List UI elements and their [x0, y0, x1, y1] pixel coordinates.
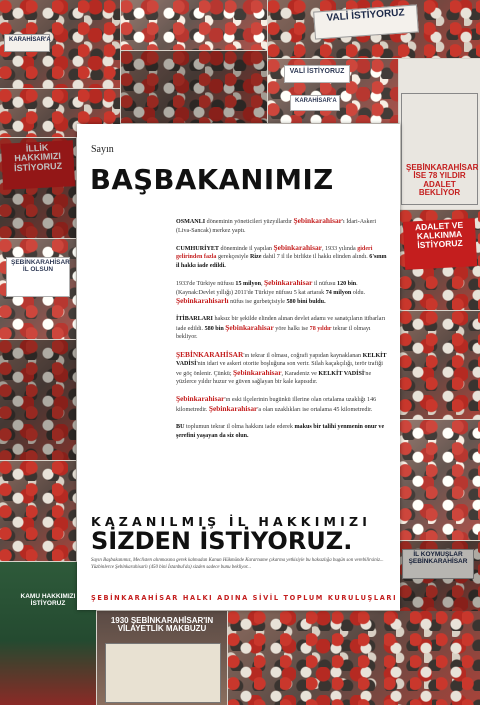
- protest-sign-adalet: ADALET VE KALKINMA İSTİYORUZ: [403, 218, 477, 270]
- photo-tile-left-lower: [0, 340, 76, 460]
- paragraph-run: OSMANLI: [176, 219, 206, 225]
- paragraph-run: oldu.: [351, 289, 366, 296]
- paragraph-run: döneminde il yapılan: [219, 245, 274, 252]
- salutation: Sayın: [91, 144, 114, 155]
- paragraph-run: Şebinkarahisar: [273, 242, 322, 252]
- paragraph-run: yöre halkı ise: [273, 325, 310, 332]
- headline: BAŞBAKANIMIZ: [90, 164, 334, 196]
- paragraph: [176, 244, 388, 271]
- photo-tile-top-right: [268, 0, 480, 58]
- paragraph: [176, 423, 388, 440]
- paragraph-run: 74 milyon: [325, 289, 352, 296]
- photo-tile-top-left: [0, 0, 120, 88]
- paragraph-run: 'nin idari ve askeri otorite boşluğuna son verir. Silah kaçakçılığı, terör trafiği ve göç önlenir. Çünkü;: [176, 361, 383, 377]
- paragraph-run: 'ı İdari-Askeri (Liva-Sancak) merkez yaptı.: [176, 219, 377, 234]
- protest-sign-vali-2: VALİ İSTİYORUZ: [284, 65, 350, 83]
- photo-tile-bottom-middle: [97, 611, 227, 705]
- photo-tile-left-bottom: [0, 461, 76, 561]
- paragraph-run: 6'sının il hakkı iade edildi.: [176, 254, 387, 269]
- photo-tile-upper-middle: [121, 51, 267, 123]
- paragraph-run: makus bir talihi yenmenin onur ve şerefini yaşayan da siz olun.: [176, 424, 385, 439]
- green-banner: KAMU HAKKIMIZI İSTİYORUZ: [20, 593, 76, 607]
- poster-card: [77, 124, 400, 610]
- paragraph-run: Şebinkarahisar: [293, 216, 342, 225]
- paragraph-run: il nüfusu: [312, 280, 338, 287]
- paragraph-run: 'ın eski ilçelerinin bugünkü illerine olan ortalama uzaklığı 146 kilometredir.: [176, 397, 377, 413]
- paragraph-run: gideri gelirinden fazla: [176, 245, 373, 261]
- photo-tile-right-mid: [400, 311, 480, 419]
- paragraph-run: , Karadeniz ve: [281, 370, 319, 377]
- paragraph-run: Şebinkarahisar: [264, 277, 313, 287]
- photo-tile-left-mid: [0, 239, 76, 339]
- paragraph-run: ŞEBİNKARAHİSAR: [176, 349, 244, 359]
- slogan-line-2: SİZDEN İSTİYORUZ.: [91, 527, 353, 555]
- certificate-document: [105, 643, 221, 703]
- photo-tile-left-red-sign: [0, 138, 76, 238]
- paragraph-run: İTİBARLARI: [176, 316, 213, 323]
- paragraph: [176, 217, 388, 235]
- certificate-banner: 1930 ŞEBİNKARAHİSAR'IN VİLAYETLİK MAKBUZU: [110, 616, 214, 634]
- protest-sign-vali: VALİ İSTİYORUZ: [313, 4, 419, 39]
- paragraph-run: gerekçesiyle: [216, 254, 250, 261]
- paragraph-run: Şebinkarahisar: [233, 367, 282, 377]
- paragraph-run: haksız bir şekilde elinden alınan devlet adamı ve sanatçıların itibarları iade edildi.: [176, 316, 386, 332]
- paragraph-run: 'ın tekrar il olması, coğrafi yapıdan kaynaklanan: [243, 352, 363, 359]
- paragraph-run: CUMHURİYET: [176, 245, 219, 252]
- footnote: [91, 558, 391, 571]
- protest-sign-waiting: ŞEBİNKARAHİSAR İSE 78 YILDIR ADALET BEKLİYOR: [401, 93, 478, 205]
- paragraph-run: . (Kaynak:Devlet yıllığı) 2011'de Türkiye nüfusu 5 kat artarak: [176, 280, 358, 296]
- paragraph-run: 15 milyon: [235, 280, 261, 287]
- photo-tile-right-bottom: [400, 541, 480, 611]
- photo-tile-top-middle: [121, 0, 267, 50]
- paragraph-run: 580 bin: [204, 325, 224, 332]
- paragraph-run: BU: [176, 424, 185, 431]
- paragraph-run: dahil 7 il ile birlikte il hakkı elinden alındı.: [261, 254, 370, 261]
- paragraph-run: Rize: [249, 254, 262, 261]
- body-text: [176, 217, 388, 449]
- paragraph-run: döneminin yöneticileri yüzyıllardır: [205, 219, 294, 225]
- photo-tile-right-lower: [400, 420, 480, 540]
- protest-sign-karahisara: KARAHİSAR'A: [290, 95, 340, 111]
- footnote-part-2: bugün son verebilirsiniz... Yüzbinlerce Şebinkarahisarlı (450 bini İstanbul'da) sizden sadece bunu bekliyor...: [91, 558, 384, 570]
- slogan-line-1: KAZANILMIŞ İL HAKKIMIZI: [91, 514, 372, 529]
- protest-sign: KARAHİSAR'A: [4, 34, 50, 52]
- footnote-part-1: Sayın Başbakanımız, Meclisten alınmasına gerek kalmadan Kanun Hükmünde Kararname çıkarma yetkisiyle bu haksızlığa: [91, 558, 332, 563]
- paragraph-run: Şebinkarahisar: [208, 404, 258, 413]
- paragraph: [176, 315, 388, 342]
- paragraph-run: Şebinkarahisarlı: [176, 296, 229, 306]
- signature-line: ŞEBİNKARAHİSAR HALKI ADINA SİVİL TOPLUM KURULUŞLARI: [91, 594, 398, 602]
- photo-tile-right-red-sign: [400, 210, 480, 310]
- paragraph: [176, 279, 388, 307]
- paragraph-run: nüfus ise gurbetçisiyle: [228, 299, 287, 306]
- protest-sign-il-olsun: ŞEBİNKARAHİSAR İL OLSUN: [6, 257, 70, 297]
- paragraph-run: 'a olan uzaklıkları ise ortalama 45 kilometredir.: [257, 407, 373, 413]
- paragraph-run: ,: [260, 280, 264, 287]
- paragraph-run: 120 bin: [337, 280, 357, 287]
- paragraph-run: 'ne yüzlerce yıldır huzur ve güven sağlayan bir kale kapısıdır.: [176, 370, 372, 386]
- paragraph-run: Şebinkarahisar: [176, 394, 225, 404]
- paragraph-run: KELKİT VADİSİ: [318, 370, 365, 377]
- paragraph-run: , 1933 yılında: [321, 245, 358, 252]
- photo-tile-bottom-right: [228, 611, 480, 705]
- paragraph: [176, 395, 388, 414]
- photo-tile-right-sign: [399, 59, 480, 209]
- protest-sign-koymuslar: İL KOYMUŞLAR ŞEBİNKARAHİSAR: [402, 549, 474, 579]
- paragraph-run: Şebinkarahisar: [225, 322, 274, 332]
- paragraph: [176, 351, 388, 387]
- paragraph-run: 78 yıldır: [309, 325, 332, 332]
- paragraph-run: tekrar il olmayı bekliyor.: [176, 325, 371, 341]
- paragraph-run: KELKİT VADİSİ: [176, 352, 387, 368]
- protest-sign-red: İLLİK HAKKIMIZI İSTİYORUZ: [1, 140, 75, 190]
- paragraph-run: 580 bini buldu.: [286, 299, 326, 306]
- paragraph-run: toplumun tekrar il olma hakkını iade ederek: [184, 424, 295, 431]
- paragraph-run: 1933'de Türkiye nüfusu: [176, 280, 236, 287]
- photo-tile-upper-right: [268, 59, 398, 123]
